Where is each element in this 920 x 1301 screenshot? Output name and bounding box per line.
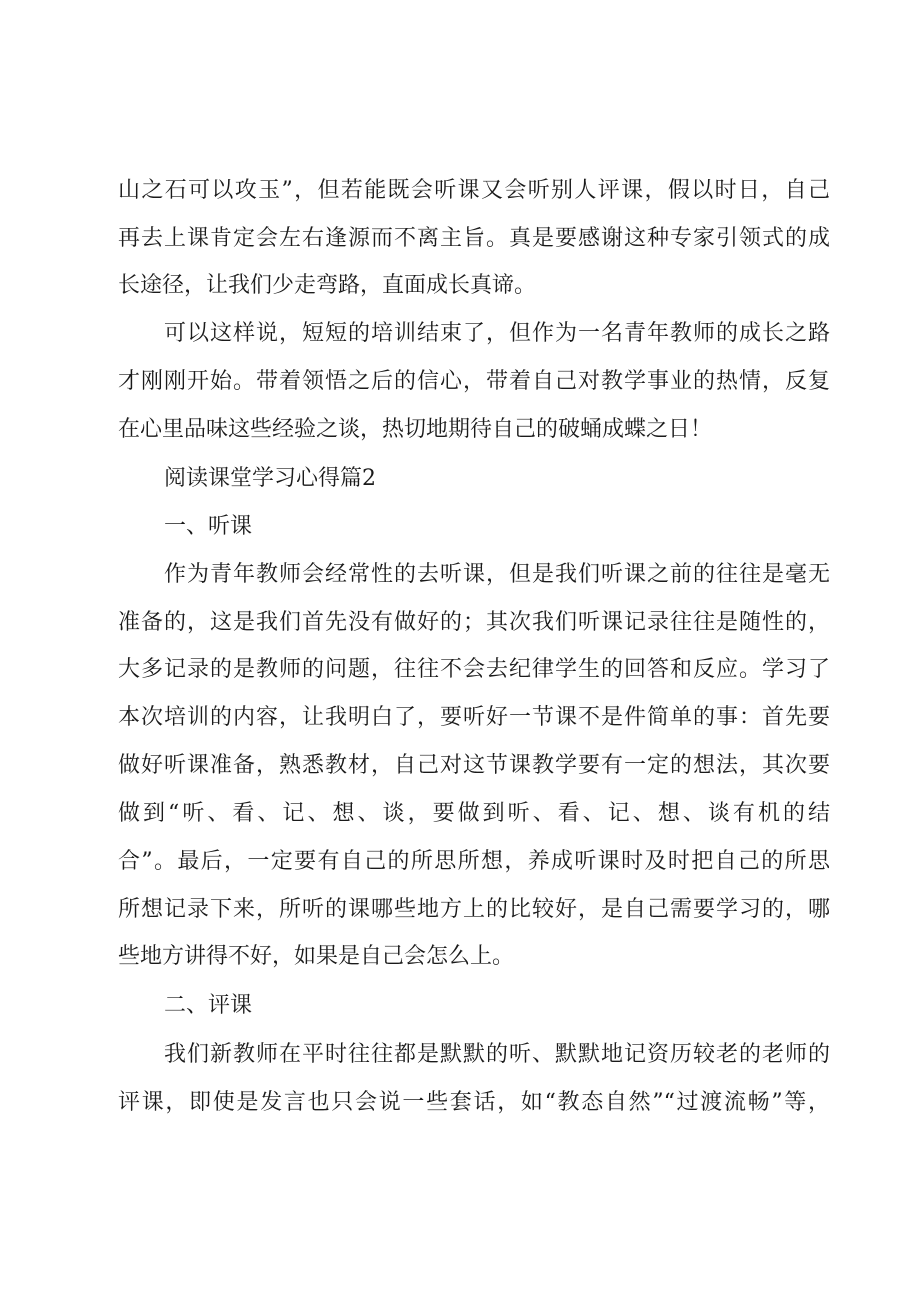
paragraph-first-line: 可以这样说，短短的培训结束了，但作为一名青年教师的成长之路 (164, 321, 830, 346)
subsection-heading-evaluating: 二、评课 (164, 993, 253, 1018)
paragraph-first-line: 我们新教师在平时往往都是默默的听、默默地记资历较老的老师的 (164, 1042, 830, 1067)
paragraph-first-line: 作为青年教师会经常性的去听课，但是我们听课之前的往往是毫无 (164, 562, 830, 587)
text-line: 再去上课肯定会左右逢源而不离主旨。真是要感谢这种专家引领式的成 (118, 226, 830, 251)
text-line: 才刚刚开始。带着领悟之后的信心，带着自己对教学事业的热情，反复 (118, 369, 830, 394)
text-line: 本次培训的内容，让我明白了，要听好一节课不是件简单的事：首先要 (118, 705, 830, 730)
subsection-heading-listening: 一、听课 (164, 514, 253, 539)
text-line: 大多记录的是教师的问题，往往不会去纪律学生的回答和反应。学习了 (118, 657, 830, 682)
text-line: 长途径，让我们少走弯路，直面成长真谛。 (118, 273, 537, 298)
text-line: 做好听课准备，熟悉教材，自己对这节课教学要有一定的想法，其次要 (118, 753, 830, 778)
text-line: 山之石可以攻玉”，但若能既会听课又会听别人评课，假以时日，自己 (118, 178, 830, 203)
text-line: 合”。最后，一定要有自己的所思所想，养成听课时及时把自己的所思 (118, 849, 830, 874)
text-line: 评课，即使是发言也只会说一些套话，如“教态自然”“过渡流畅”等， (118, 1090, 830, 1115)
text-line: 些地方讲得不好，如果是自己会怎么上。 (118, 944, 515, 969)
text-line: 做到“听、看、记、想、谈，要做到听、看、记、想、谈有机的结 (118, 801, 830, 826)
text-line: 准备的，这是我们首先没有做好的；其次我们听课记录往往是随性的， (118, 610, 830, 635)
text-line: 在心里品味这些经验之谈，热切地期待自己的破蛹成蝶之日！ (118, 417, 713, 442)
text-line: 所想记录下来，所听的课哪些地方上的比较好，是自己需要学习的，哪 (118, 897, 830, 922)
section-title: 阅读课堂学习心得篇2 (164, 466, 376, 491)
